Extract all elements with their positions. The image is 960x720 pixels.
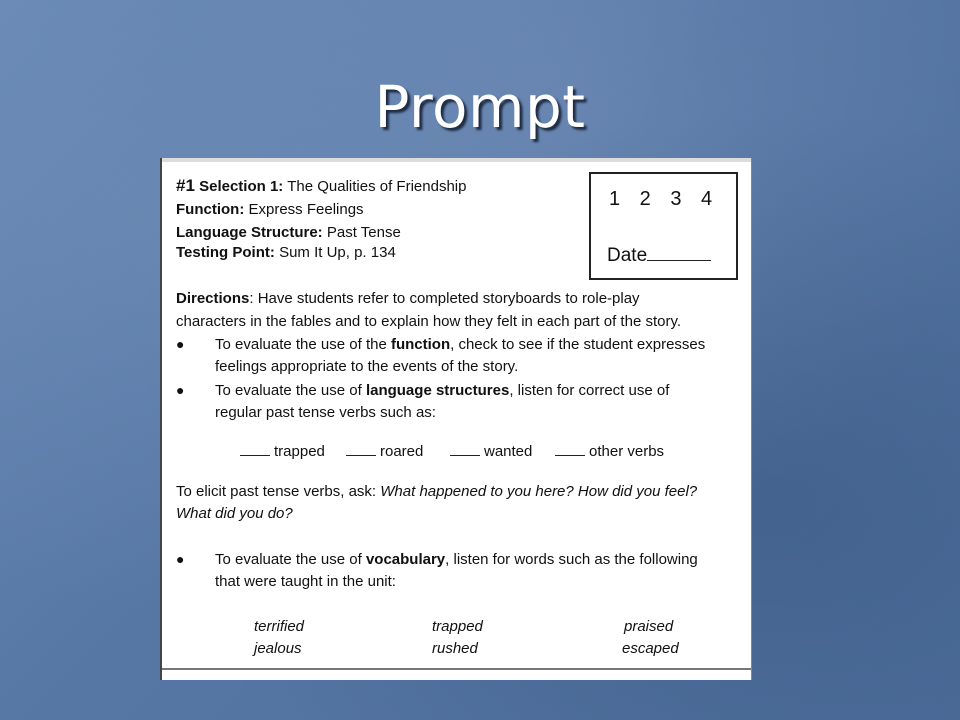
date-field (607, 242, 711, 267)
date-blank (647, 242, 711, 261)
testing-line (176, 244, 396, 261)
score-options: 1 2 3 4 (609, 188, 713, 210)
directions-label: Directions (176, 290, 250, 307)
vocab-word: jealous (254, 640, 302, 657)
function-label: Function: (176, 201, 245, 218)
check-blank (555, 443, 585, 456)
vocab-word: rushed (432, 640, 478, 657)
vocab-word: trapped (432, 618, 483, 635)
function-value: Express Feelings (248, 201, 364, 218)
check-blank (240, 443, 270, 456)
top-divider (162, 158, 752, 162)
verb-item: trapped (240, 443, 325, 460)
directions-line-2: characters in the fables and to explain how they felt in each part of the story. (176, 313, 682, 330)
bullet-icon: ● (176, 382, 185, 398)
structures-bullet-line-1: To evaluate the use of language structures, listen for correct use of (215, 382, 670, 399)
selection-line (176, 176, 466, 196)
slide-title: Prompt (374, 73, 586, 141)
function-line (176, 201, 364, 218)
vocab-word: terrified (254, 618, 305, 635)
elicit-line-2: What did you do? (176, 505, 293, 522)
score-box (589, 172, 738, 280)
verb-item: roared (346, 443, 423, 460)
vocab-word: escaped (622, 640, 679, 657)
date-label: Date (607, 245, 648, 266)
vocabulary-bullet-line-1: To evaluate the use of vocabulary, listen for words such as the following (215, 551, 698, 568)
bottom-divider (162, 668, 752, 670)
vocab-word: praised (624, 618, 674, 635)
elicit-line-1: To elicit past tense verbs, ask: What happened to you here? How did you feel? (176, 483, 698, 500)
verb-item: wanted (450, 443, 532, 460)
bullet-icon: ● (176, 336, 185, 352)
selection-label: Selection 1: (199, 178, 284, 195)
prompt-number: #1 (176, 176, 195, 195)
structures-bullet-line-2: regular past tense verbs such as: (215, 404, 436, 421)
check-blank (346, 443, 376, 456)
rubric-document (160, 158, 752, 680)
structure-line (176, 224, 401, 241)
structure-value: Past Tense (326, 224, 401, 241)
verb-item: other verbs (555, 443, 664, 460)
testing-label: Testing Point: (176, 244, 275, 261)
structure-label: Language Structure: (176, 224, 323, 241)
bullet-icon: ● (176, 551, 185, 567)
vocabulary-bullet-line-2: that were taught in the unit: (215, 573, 396, 590)
selection-value: The Qualities of Friendship (287, 178, 467, 195)
function-bullet-line-1: To evaluate the use of the function, check to see if the student expresses (215, 336, 706, 353)
function-bullet-line-2: feelings appropriate to the events of the story. (215, 358, 519, 375)
testing-value: Sum It Up, p. 134 (279, 244, 396, 261)
directions-line-1: Directions: Have students refer to completed storyboards to role-play (176, 290, 640, 307)
check-blank (450, 443, 480, 456)
